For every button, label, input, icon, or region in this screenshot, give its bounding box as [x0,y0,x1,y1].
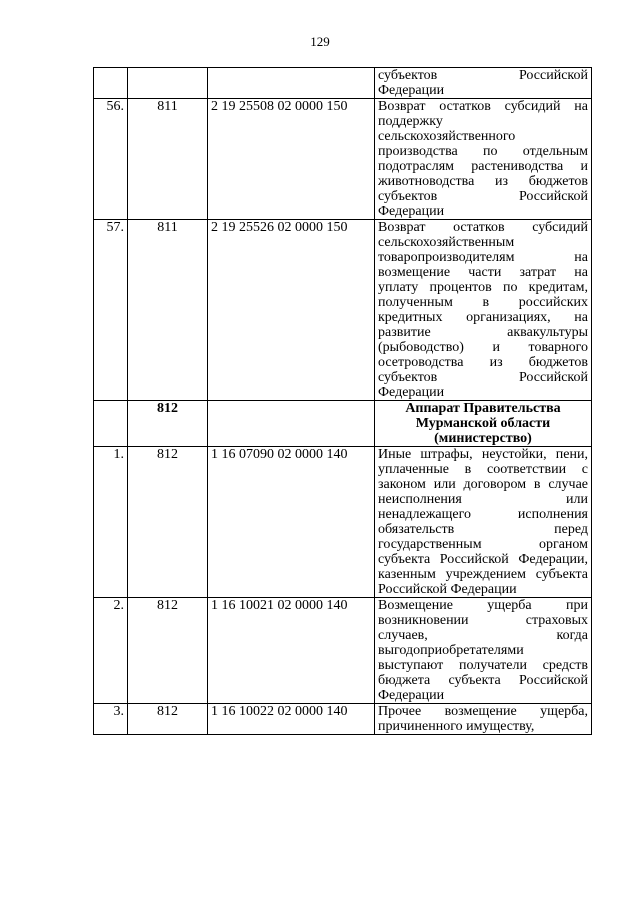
budget-code-cell [208,401,375,447]
description-line: подотраслям растениводства и [378,159,588,174]
description-line: субъекта Российской Федерации, [378,552,588,567]
row-number-cell: 1. [94,447,128,598]
description-line: сельскохозяйственного [378,129,516,144]
budget-code-cell: 1 16 10022 02 0000 140 [208,704,375,735]
table-row [94,598,592,704]
description-line: Иные штрафы, неустойки, пени, [378,447,588,462]
description-line: Возмещение ущерба при [378,598,588,613]
description-line: бюджета субъекта Российской [378,673,588,688]
budget-code-cell [208,68,375,99]
budget-code-cell: 1 16 07090 02 0000 140 [208,447,375,598]
description-line: Мурманской области [415,416,551,431]
row-number-cell: 3. [94,704,128,735]
section-heading-cell [375,401,592,447]
description-cell [375,220,592,401]
description-line: Российской Федерации [378,582,517,597]
description-line: субъектов Российской [378,68,588,83]
table-row [94,401,592,447]
table-body [94,68,592,735]
description-line: поддержку [378,114,443,129]
table-row [94,704,592,735]
table-row [94,99,592,220]
description-line: (министерство) [434,431,532,446]
description-line: казенным учреждением субъекта [378,567,588,582]
admin-code-cell: 812 [128,401,208,447]
admin-code-cell: 812 [128,704,208,735]
page-number: 129 [310,34,330,49]
description-cell [375,68,592,99]
description-line: (рыбоводство) и товарного [378,340,588,355]
row-number-cell: 57. [94,220,128,401]
row-number-cell [94,401,128,447]
admin-code-cell: 812 [128,447,208,598]
admin-code-cell: 811 [128,220,208,401]
description-line: субъектов Российской [378,189,588,204]
description-line: кредитных организациях, на [378,310,588,325]
description-cell [375,447,592,598]
description-line: товаропроизводителям на [378,250,588,265]
budget-code-cell: 2 19 25508 02 0000 150 [208,99,375,220]
description-line: Возврат остатков субсидий на [378,99,588,114]
description-cell [375,704,592,735]
description-line: Возврат остатков субсидий [378,220,588,235]
description-cell [375,598,592,704]
description-line: возмещение части затрат на [378,265,588,280]
description-line: случаев, когда [378,628,588,643]
admin-code-cell: 812 [128,598,208,704]
description-line: Федерации [378,688,445,703]
description-line: обязательств перед [378,522,588,537]
table-row [94,220,592,401]
description-line: животноводства из бюджетов [378,174,588,189]
table-row [94,68,592,99]
description-line: осетроводства из бюджетов [378,355,588,370]
description-line: уплаченные в соответствии с [378,462,588,477]
description-line: субъектов Российской [378,370,588,385]
budget-code-cell: 1 16 10021 02 0000 140 [208,598,375,704]
description-line: Аппарат Правительства [405,401,561,416]
budget-code-cell: 2 19 25526 02 0000 150 [208,220,375,401]
description-line: государственным органом [378,537,588,552]
description-line: выступают получатели средств [378,658,588,673]
admin-code-cell [128,68,208,99]
description-line: производства по отдельным [378,144,588,159]
table-row [94,447,592,598]
description-line: развитие аквакультуры [378,325,588,340]
description-line: Федерации [378,83,445,98]
description-line: уплату процентов по кредитам, [378,280,588,295]
row-number-cell: 2. [94,598,128,704]
description-line: сельскохозяйственным [378,235,515,250]
row-number-cell: 56. [94,99,128,220]
row-number-cell [94,68,128,99]
description-line: законом или договором в случае [378,477,588,492]
description-line: выгодоприобретателями [378,643,524,658]
description-line: неисполнения или [378,492,588,507]
admin-code-cell: 811 [128,99,208,220]
description-line: возникновении страховых [378,613,588,628]
budget-code-table [93,67,592,735]
description-line: Федерации [378,385,445,400]
description-line: Прочее возмещение ущерба, [378,704,588,719]
description-line: причиненного имуществу, [378,719,535,734]
description-line: Федерации [378,204,445,219]
description-cell [375,99,592,220]
description-line: ненадлежащего исполнения [378,507,588,522]
description-line: полученным в российских [378,295,588,310]
